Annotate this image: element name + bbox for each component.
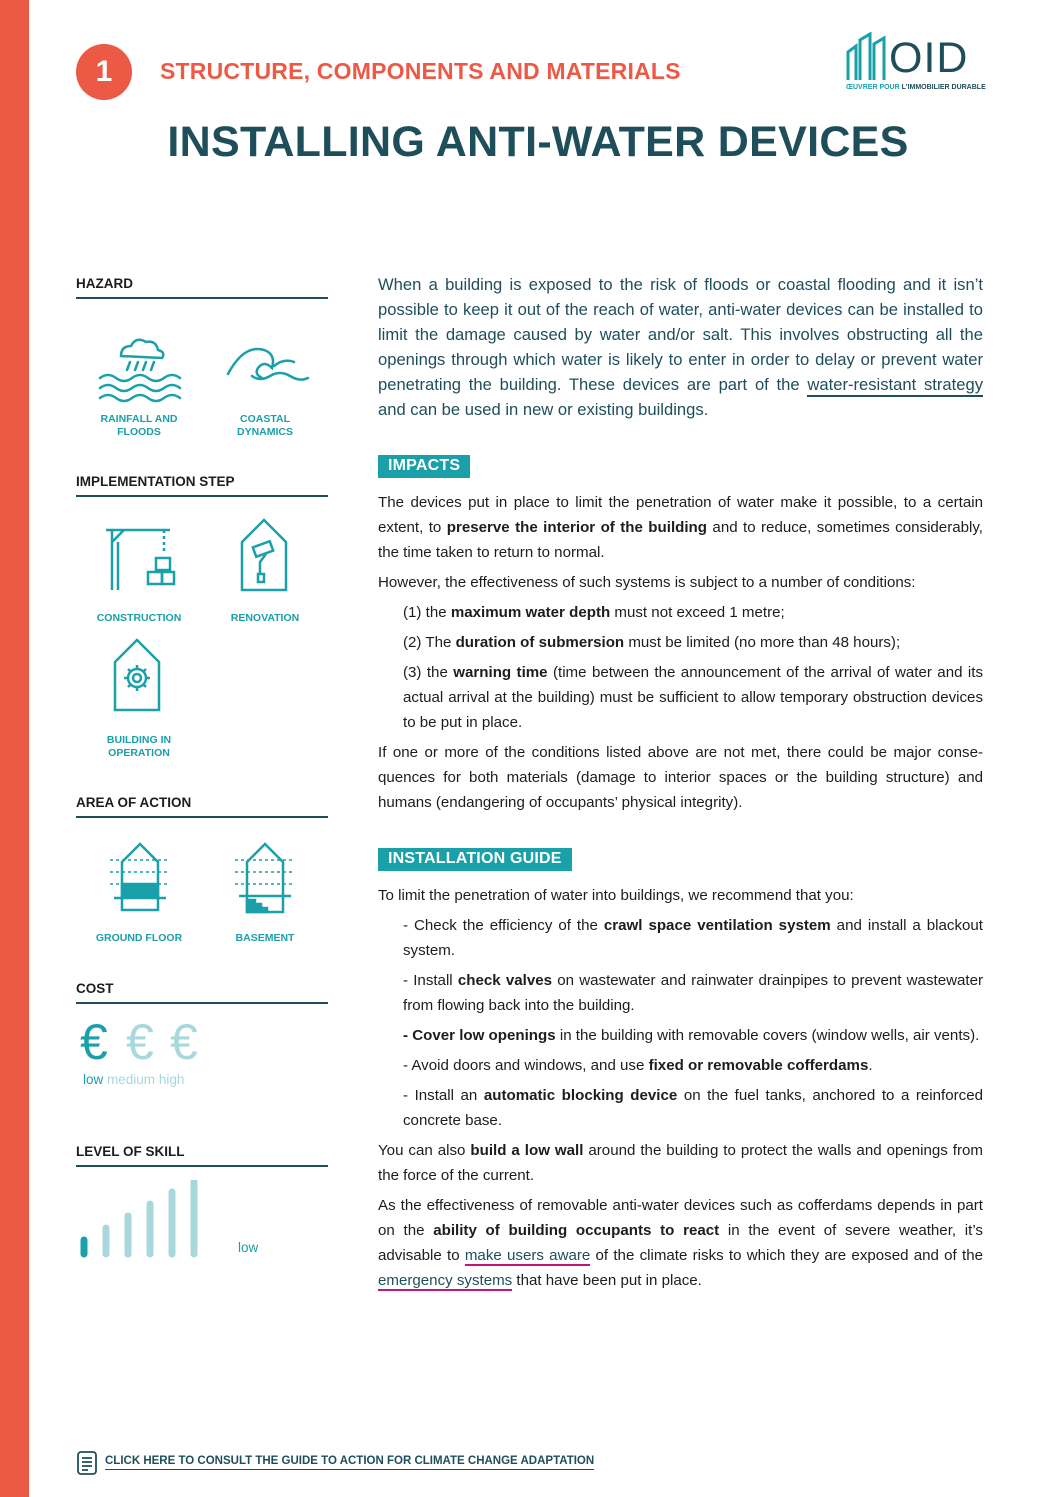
impacts-paragraph-2: However, the effectiveness of such systems is subject to a number of conditions: (378, 574, 916, 591)
skill-heading: LEVEL OF SKILL (76, 1144, 328, 1167)
implementation-label-operation: BUILDING IN OPERATION (106, 734, 172, 759)
hazard-label-coastal: COASTAL DYNAMICS (236, 413, 293, 438)
impacts-badge: IMPACTS (378, 455, 470, 478)
cost-heading: COST (76, 981, 328, 1004)
wave-icon (224, 340, 312, 390)
footer-link-text[interactable]: CLICK HERE TO CONSULT THE GUIDE TO ACTION FOR CLIMATE CHANGE ADAPTATION (105, 1455, 594, 1470)
implementation-label-renovation: RENOVATION (230, 612, 300, 624)
logo-wordmark: OID (889, 34, 969, 82)
section-title: STRUCTURE, COMPONENTS AND MATERIALS (160, 58, 681, 84)
cost-label-low: low (83, 1072, 104, 1087)
implementation-heading: IMPLEMENTATION STEP (76, 474, 328, 497)
logo-tagline: ŒUVRER POUR L'IMMOBILIER DURABLE (846, 84, 986, 91)
building-logo-icon (846, 32, 890, 82)
guide-item-3: - Cover low openings in the building with removable covers (window wells, air vents). (403, 1027, 980, 1044)
guide-item-1: - Check the efficiency of the crawl space ventilation system and install a blackout system. (403, 917, 983, 959)
impacts-paragraph-1: The devices put in place to limit the penetration of water make it possible, to a certain extent, to preserve the interior of the building and to reduce, sometimes considerably, the time taken to return to normal. (378, 494, 983, 561)
area-heading: AREA OF ACTION (76, 795, 328, 818)
cost-euro-high: € (170, 1014, 198, 1070)
make-users-aware-link[interactable]: make users aware (464, 1247, 591, 1264)
cost-scale-labels (83, 1072, 184, 1087)
paint-roller-house-icon (238, 518, 290, 592)
rain-flood-icon (96, 334, 186, 406)
cost-euro-low: € (80, 1014, 108, 1070)
area-label-ground-floor: GROUND FLOOR (95, 932, 183, 944)
hazard-heading: HAZARD (76, 276, 328, 299)
gear-house-icon (111, 638, 163, 712)
condition-1: (1) the maximum water depth must not exceed 1 metre; (403, 604, 785, 621)
guide-item-5: - Install an automatic blocking device on the fuel tanks, anchored to a reinforced concrete base. (403, 1087, 983, 1129)
page-title: INSTALLING ANTI-WATER DEVICES (167, 118, 909, 166)
installation-guide-section (378, 883, 983, 1298)
oid-logo[interactable] (846, 32, 986, 96)
condition-3: (3) the warning time (time between the announcement of the arrival of water and its actual arrival at the building) must be sufficient to allow temporary obstruction devices to be put in place. (403, 664, 983, 731)
cost-label-medium: medium (107, 1072, 156, 1087)
guide-low-wall-paragraph: You can also build a low wall around the building to protect the walls and openings from the force of the current. (378, 1142, 983, 1184)
emergency-systems-link[interactable]: emergency systems (378, 1272, 513, 1289)
cost-euro-medium: € (126, 1014, 154, 1070)
skill-value: low (238, 1240, 259, 1255)
left-accent-bar (0, 0, 29, 1497)
document-icon (76, 1450, 98, 1476)
guide-item-2: - Install check valves on wastewater and rainwater drainpipes to prevent wastewater from flowing back into the building. (403, 972, 983, 1014)
guide-intro: To limit the penetration of water into buildings, we recommend that you: (378, 887, 854, 904)
installation-guide-badge: INSTALLATION GUIDE (378, 848, 572, 871)
intro-paragraph: When a building is exposed to the risk of floods or coastal flooding and it isn’t possible to keep it out of the reach of water, anti-water devices can be installed to limit the damage caused by water and/or salt. This involves obstructing all the openings through which water is likely to enter in order to delay or prevent water penetrating the building. These devices are part of the water-resistant strategy and can be used in new or existing buildings. (378, 275, 983, 419)
impacts-section (378, 490, 983, 820)
ground-floor-icon (108, 840, 172, 914)
section-number: 1 (76, 44, 132, 100)
skill-level-bars (78, 1180, 208, 1260)
guide-item-4: - Avoid doors and windows, and use fixed or removable cofferdams. (403, 1057, 873, 1074)
crane-icon (104, 524, 176, 592)
water-resistant-strategy-link[interactable]: water-resistant strategy (807, 375, 983, 397)
basement-icon (233, 840, 297, 914)
impacts-paragraph-3: If one or more of the conditions listed above are not met, there could be major conse- quences for both materials (damage to interior spaces or the building structure) and humans (endangering of occupants’ physical integrity). (378, 744, 983, 811)
hazard-label-rainfall: RAINFALL AND FLOODS (100, 413, 178, 438)
implementation-label-construction: CONSTRUCTION (96, 612, 182, 624)
condition-2: (2) The duration of submersion must be limited (no more than 48 hours); (403, 634, 901, 651)
cost-label-high: high (158, 1072, 185, 1087)
area-label-basement: BASEMENT (235, 932, 295, 944)
guide-last-paragraph: As the effectiveness of removable anti-water devices such as cofferdams depends in part on the ability of building occupants to react in the event of severe weather, it’s advisable to make users aware of the climate risks to which they are exposed and of the emergency systems that have been put in place. (378, 1197, 983, 1289)
